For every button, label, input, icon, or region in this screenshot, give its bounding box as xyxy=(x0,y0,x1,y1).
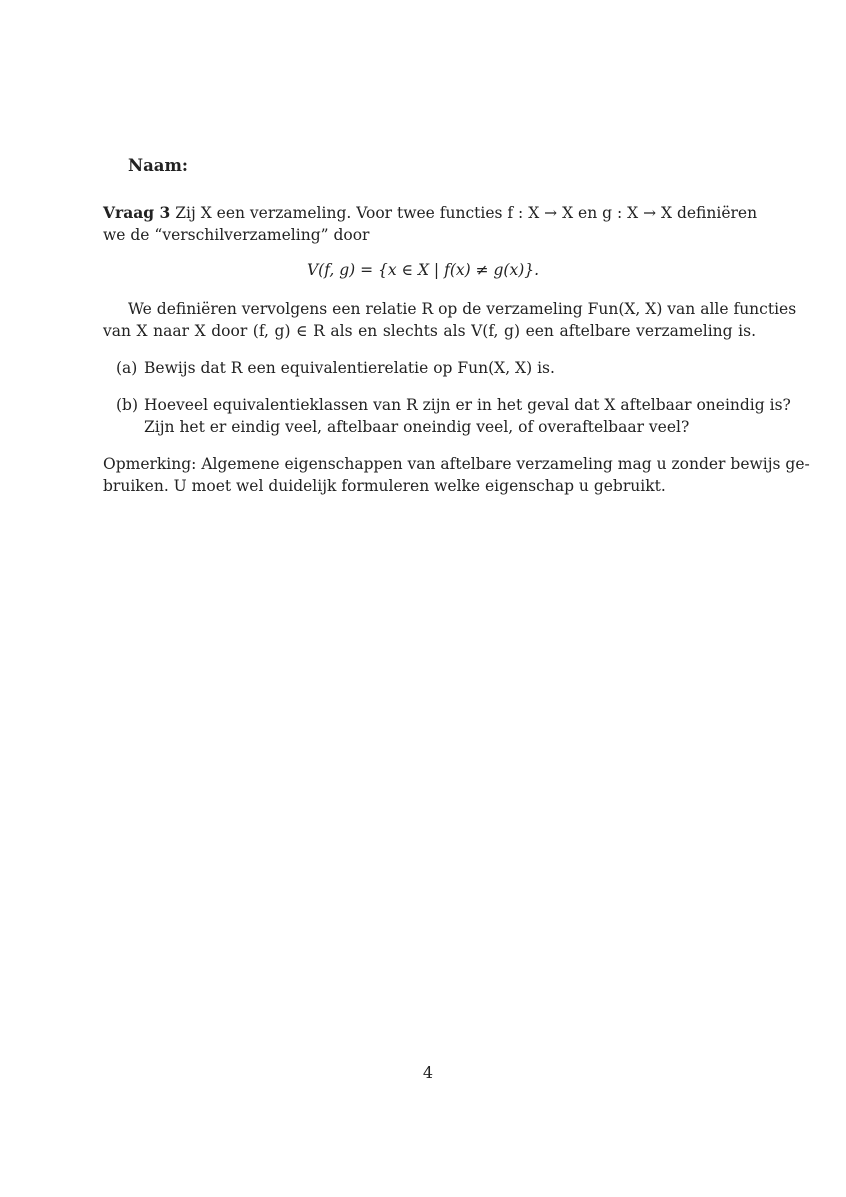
part-a-text: Bewijs dat R een equivalentierelatie op Fun(X, X) is. xyxy=(144,359,555,377)
relation-paragraph xyxy=(103,298,797,342)
remark xyxy=(103,453,810,497)
part-a-label: (a) xyxy=(116,359,138,377)
question-intro-line-2: we de “verschilverzameling” door xyxy=(103,226,370,244)
remark-line-1: Opmerking: Algemene eigenschappen van aftelbare verzameling mag u zonder bewijs ge- xyxy=(103,455,810,473)
difference-set-formula: V(f, g) = {x ∈ X | f(x) ≠ g(x)}. xyxy=(306,261,540,279)
relation-line-1: We definiëren vervolgens een relatie R op de verzameling Fun(X, X) van alle functies xyxy=(128,300,797,318)
relation-line-2: van X naar X door (f, g) ∈ R als en slechts als V(f, g) een aftelbare verzameling is. xyxy=(103,322,756,340)
page-number: 4 xyxy=(422,1063,434,1082)
question-title: Vraag 3 xyxy=(103,203,171,222)
part-b-text-2: Zijn het er eindig veel, aftelbaar oneindig veel, of overaftelbaar veel? xyxy=(144,418,690,436)
part-b xyxy=(116,394,791,438)
remark-line-2: bruiken. U moet wel duidelijk formuleren welke eigenschap u gebruikt. xyxy=(103,477,666,495)
part-a xyxy=(116,357,758,379)
part-b-label: (b) xyxy=(116,396,139,414)
part-b-text-1: Hoeveel equivalentieklassen van R zijn er in het geval dat X aftelbaar oneindig is? xyxy=(144,396,791,414)
name-label: Naam: xyxy=(128,156,189,175)
question-intro-line-1 xyxy=(103,202,756,224)
question-intro xyxy=(103,202,756,246)
question-intro-text-1: Zij X een verzameling. Voor twee functies f : X → X en g : X → X definiëren xyxy=(175,204,758,222)
